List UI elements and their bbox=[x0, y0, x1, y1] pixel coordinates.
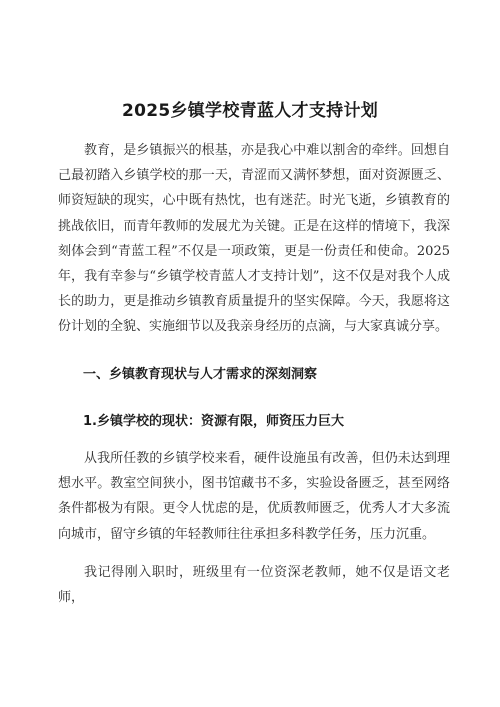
subsection-heading: 1.乡镇学校的现状：资源有限，师资压力巨大 bbox=[83, 414, 344, 429]
body-paragraph: 从我所任教的乡镇学校来看，硬件设施虽有改善，但仍未达到理想水平。教室空间狭小，图书馆藏书不多，实验设备匮乏，甚至网络条件都极为有限。更令人忧虑的是，优质教师匮乏，优秀人才大多流向城市，留守乡镇的年轻教师往往承担多科教学任务，压力沉重。 bbox=[58, 451, 450, 542]
document-title: 2025乡镇学校青蓝人才支持计划 bbox=[121, 101, 379, 121]
section-heading: 一、乡镇教育现状与人才需求的深刻洞察 bbox=[83, 367, 318, 382]
intro-paragraph: 教育，是乡镇振兴的根基，亦是我心中难以割舍的牵绊。回想自己最初踏入乡镇学校的那一天，青涩而又满怀梦想，面对资源匮乏、师资短缺的现实，心中既有热忱，也有迷茫。时光飞逝，乡镇教育的挑战依旧，而青年教师的发展尤为关键。正是在这样的情境下，我深刻体会到“青蓝工程”不仅是一项政策，更是一份责任和使命。2025年，我有幸参与“乡镇学校青蓝人才支持计划”，这不仅是对我个人成长的助力，更是推动乡镇教育质量提升的坚实保障。今天，我愿将这份计划的全貌、实施细节以及我亲身经历的点滴，与大家真诚分享。 bbox=[58, 143, 450, 335]
body-paragraph-continued: 我记得刚入职时，班级里有一位资深老教师，她不仅是语文老师， bbox=[58, 565, 450, 606]
